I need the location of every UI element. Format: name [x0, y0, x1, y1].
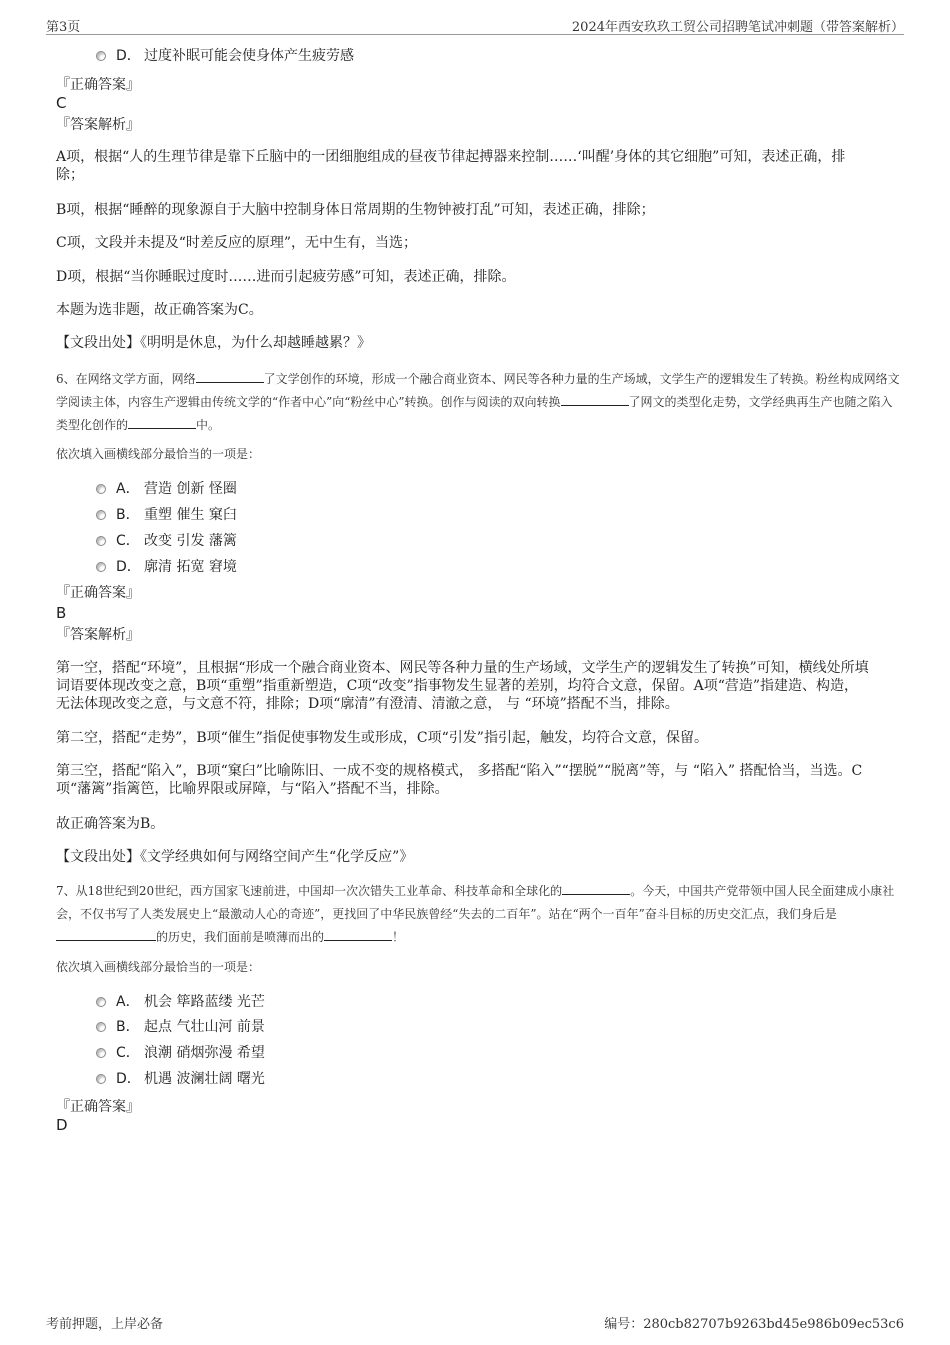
- radio-icon[interactable]: [96, 484, 106, 494]
- q7-answer: D: [56, 1116, 68, 1134]
- q7-instruction: 依次填入画横线部分最恰当的一项是：: [56, 960, 261, 974]
- q6-stem: 6、在网络文学方面，网络 了文学创作的环境，形成一个融合商业资本、网民等各种力量的生产场域，文学生产的逻辑发生了转换。粉丝构成网络文学阅读主体，内容生产逻辑由传统文学的“作者中心”向“粉丝中心”转换。创作与阅读的双向转换 了网文的类型化走势，文学经典再生产也随之陷入类型化创作的 中。: [56, 372, 900, 432]
- q7-option-c[interactable]: C． 浪潮 硝烟弥漫 希望: [96, 1043, 265, 1063]
- q5-analysis-b: B项，根据“睡醉的现象源自于大脑中控制身体日常周期的生物钟被打乱”可知，表述正确，排除；: [56, 202, 655, 218]
- document-title: 2024年西安玖玖工贸公司招聘笔试冲刺题（带答案解析）: [571, 20, 904, 35]
- radio-icon[interactable]: [96, 51, 106, 61]
- radio-icon[interactable]: [96, 562, 106, 572]
- q7-option-a[interactable]: A． 机会 筚路蓝缕 光芒: [96, 992, 265, 1012]
- blank-line: [562, 882, 630, 895]
- q6-analysis-1: 第一空，搭配“环境”，且根据“形成一个融合商业资本、网民等各种力量的生产场域，文学生产的逻辑发生了转换”可知，横线处所填词语要体现改变之意，B项“重塑”指重新塑造，C项“改变”指事物发生显著的差别，均符合文意，保留。A项“营造”指建造、构造，无法体现改变之意，与文意不符，排除；D项“廓清”有澄清、清澈之意， 与 “环境”搭配不当，排除。: [56, 660, 869, 712]
- analysis-label: 『答案解析』: [56, 627, 140, 643]
- q6-source: 【文段出处】《文学经典如何与网络空间产生“化学反应”》: [56, 849, 414, 865]
- q6-conclusion: 故正确答案为B。: [56, 816, 165, 832]
- footer-slogan: 考前押题，上岸必备: [46, 1317, 164, 1332]
- blank-line: [196, 370, 264, 383]
- q6-option-d[interactable]: D． 廓清 拓宽 窘境: [96, 557, 237, 577]
- blank-line: [128, 416, 196, 429]
- analysis-label: 『答案解析』: [56, 117, 140, 133]
- q7-stem: 7、从18世纪到20世纪，西方国家飞速前进，中国却一次次错失工业革命、科技革命和全球化的 。今天，中国共产党带领中国人民全面建成小康社会，不仅书写了人类发展史上“最激动人心的奇迹”，更找回了中华民族曾经“失去的二百年”。站在“两个一百年”奋斗目标的历史交汇点，我们身后是的历史，我们面前是喷薄而出的 ！: [56, 884, 895, 944]
- q6-option-b[interactable]: B． 重塑 催生 窠臼: [96, 505, 237, 525]
- q7-option-b[interactable]: B． 起点 气壮山河 前景: [96, 1017, 265, 1037]
- blank-line: [561, 393, 629, 406]
- blank-line: [324, 928, 392, 941]
- q5-conclusion: 本题为选非题，故正确答案为C。: [56, 302, 263, 318]
- radio-icon[interactable]: [96, 1074, 106, 1084]
- q6-analysis-2: 第二空，搭配“走势”，B项“催生”指促使事物发生或形成，C项“引发”指引起，触发，均符合文意，保留。: [56, 730, 708, 746]
- q5-source: 【文段出处】《明明是休息，为什么却越睡越累？》: [56, 335, 371, 351]
- q5-analysis-a: A项，根据“人的生理节律是靠下丘脑中的一团细胞组成的昼夜节律起搏器来控制……‘叫醒’身体的其它细胞”可知，表述正确，排除；: [56, 149, 846, 183]
- radio-icon[interactable]: [96, 1048, 106, 1058]
- q6-option-a[interactable]: A． 营造 创新 怪圈: [96, 479, 237, 499]
- q6-answer: B: [56, 604, 67, 622]
- document-id: 编号：280cb82707b9263bd45e986b09ec53c6: [604, 1317, 904, 1332]
- page-number: 第3页: [46, 20, 81, 35]
- q5-analysis-d: D项，根据“当你睡眠过度时……进而引起疲劳感”可知，表述正确，排除。: [56, 269, 516, 285]
- q6-instruction: 依次填入画横线部分最恰当的一项是：: [56, 447, 261, 461]
- correct-answer-label: 『正确答案』: [56, 77, 140, 93]
- radio-icon[interactable]: [96, 1022, 106, 1032]
- q5-analysis-c: C项，文段并未提及“时差反应的原理”，无中生有，当选；: [56, 235, 418, 251]
- radio-icon[interactable]: [96, 997, 106, 1007]
- q6-analysis-3: 第三空，搭配“陷入”，B项“窠臼”比喻陈旧、一成不变的规格模式， 多搭配“陷入”“摆脱”“脱离”等，与 “陷入” 搭配恰当，当选。C项“藩篱”指篱笆，比喻界限或屏障，与“陷入”搭配不当，排除。: [56, 763, 863, 797]
- q5-answer: C: [56, 94, 67, 112]
- page-header: [46, 14, 904, 35]
- correct-answer-label: 『正确答案』: [56, 585, 140, 601]
- radio-icon[interactable]: [96, 510, 106, 520]
- q7-option-d[interactable]: D． 机遇 波澜壮阔 曙光: [96, 1069, 265, 1089]
- radio-icon[interactable]: [96, 536, 106, 546]
- correct-answer-label: 『正确答案』: [56, 1099, 140, 1115]
- q5-option-d[interactable]: D． 过度补眠可能会使身体产生疲劳感: [96, 46, 354, 66]
- blank-line: [56, 928, 156, 941]
- q6-option-c[interactable]: C． 改变 引发 藩篱: [96, 531, 237, 551]
